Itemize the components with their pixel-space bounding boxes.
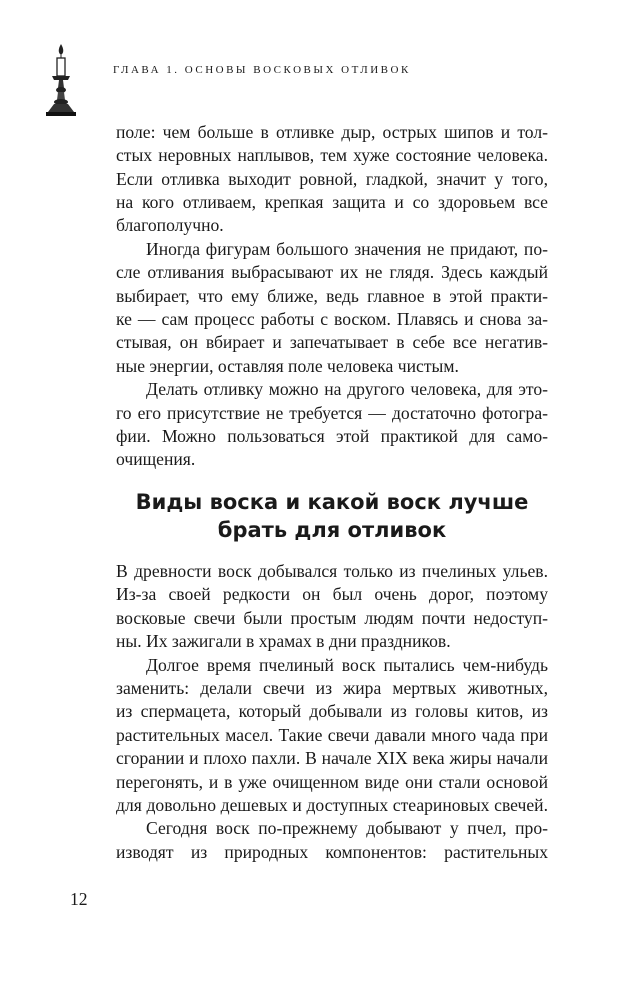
text-line: заменить: делали свечи из жира мертвых животных,: [116, 678, 548, 698]
page-number: 12: [70, 889, 88, 909]
text-line: на кого отливаем, крепкая защита и со здоровьем все: [116, 192, 548, 212]
running-head: ГЛАВА 1. ОСНОВЫ ВОСКОВЫХ ОТЛИВОК: [113, 64, 411, 76]
text-line: поле: чем больше в отливке дыр, острых шипов и тол-: [116, 122, 548, 142]
section-heading: [116, 488, 548, 544]
text-line: Делать отливку можно на другого человека, для это-: [146, 379, 548, 399]
text-line: фии. Можно пользоваться этой практикой для само-: [116, 426, 548, 446]
text-line: Если отливка выходит ровной, гладкой, значит у того,: [116, 169, 548, 189]
heading-line: Виды воска и какой воск лучше: [135, 490, 529, 514]
text-line: Сегодня воск по-прежнему добывают у пчел, про-: [146, 818, 548, 838]
text-line: для довольно дешевых и доступных стеариновых свечей.: [116, 795, 548, 815]
text-line: благополучно.: [116, 215, 224, 235]
text-line: го его присутствие не требуется — достаточно фотогра-: [116, 403, 548, 423]
text-line: Долгое время пчелиный воск пытались чем-нибудь: [146, 655, 548, 675]
text-line: ке — сам процесс работы с воском. Плавясь и снова за-: [116, 309, 548, 329]
text-line: растительных масел. Такие свечи давали много чада при: [116, 725, 548, 745]
text-line: изводят из природных компонентов: растительных: [116, 842, 548, 862]
text-line: восковые свечи были простым людям почти недоступ-: [116, 608, 548, 628]
heading-line: брать для отливок: [217, 518, 447, 542]
text-line: сгорании и плохо пахли. В начале XIX века жиры начали: [116, 748, 548, 768]
text-line: перегонять, и в уже очищенном виде они стали основой: [116, 772, 548, 792]
candle-icon: [38, 42, 84, 118]
text-line: выбирает, что ему ближе, ведь главное в этой практи-: [116, 286, 548, 306]
text-line: стывая, он вбирает и запечатывает в себе все негатив-: [116, 332, 548, 352]
text-line: из спермацета, который добывали из головы китов, из: [116, 701, 548, 721]
text-line: ны. Их зажигали в храмах в дни праздников.: [116, 631, 451, 651]
text-line: стых неровных наплывов, тем хуже состояние человека.: [116, 145, 548, 165]
text-line: Из-за своей редкости он был очень дорог, поэтому: [116, 584, 548, 604]
text-line: ные энергии, оставляя поле человека чистым.: [116, 356, 459, 376]
text-line: очищения.: [116, 449, 196, 469]
text-line: сле отливания выбрасывают их не глядя. Здесь каждый: [116, 262, 548, 282]
text-line: В древности воск добывался только из пчелиных ульев.: [116, 561, 548, 581]
text-line: Иногда фигурам большого значения не придают, по-: [146, 239, 548, 259]
